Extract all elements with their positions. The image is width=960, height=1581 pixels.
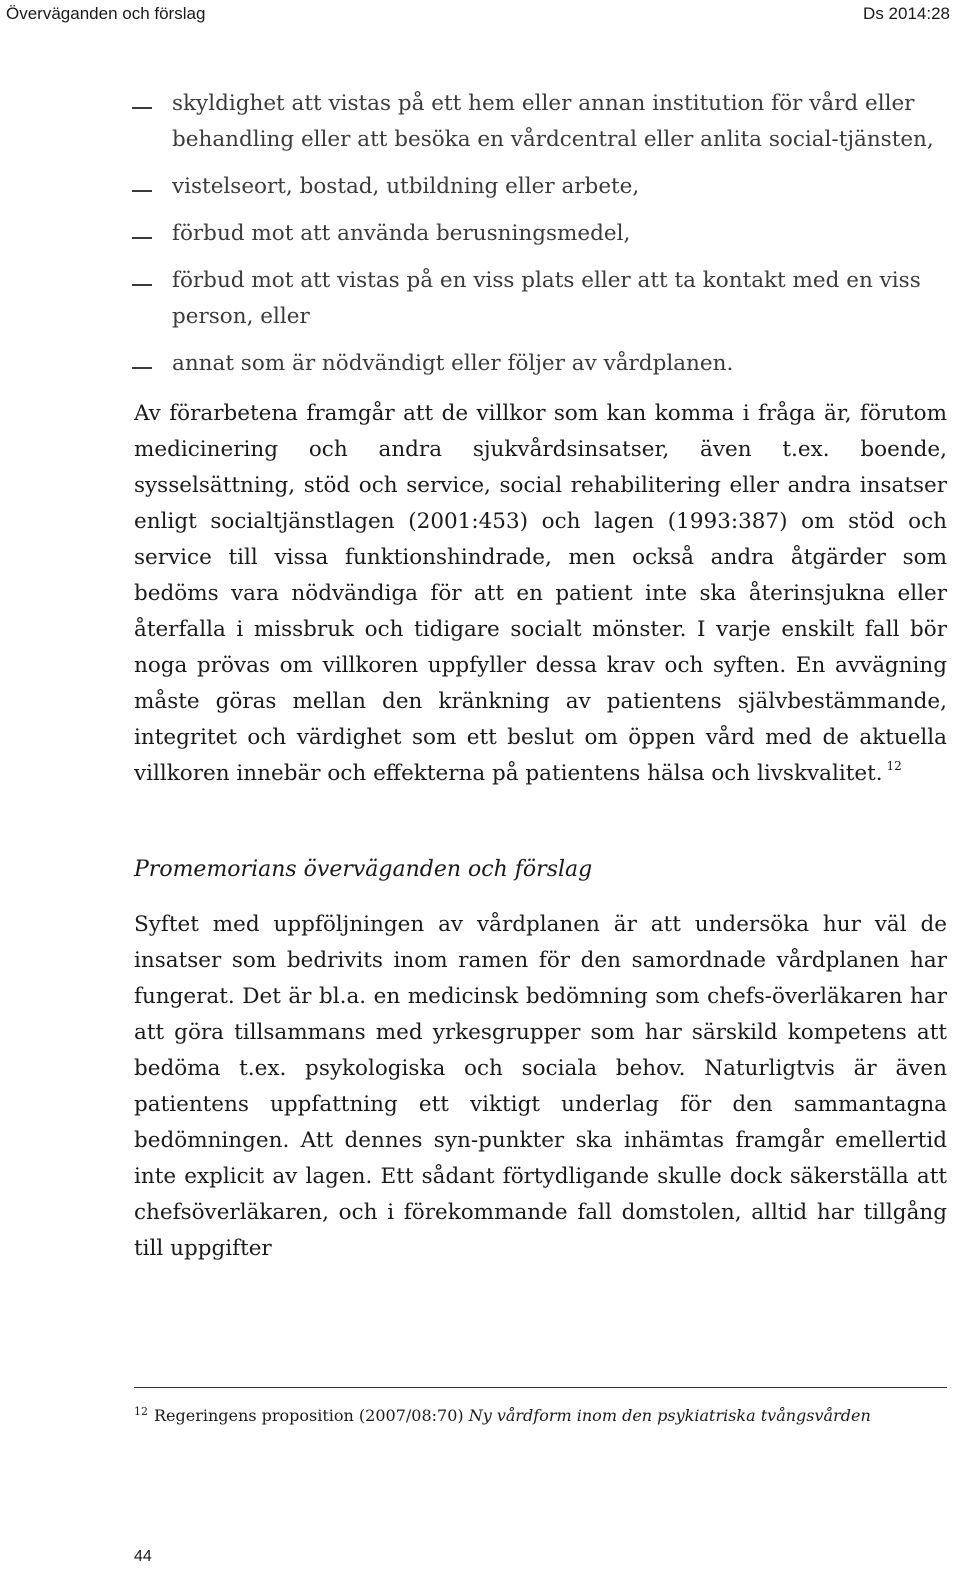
condition-list [134,86,947,382]
dash-bullet [132,107,152,109]
footnote [134,1401,947,1427]
list-item: annat som är nödvändigt eller följer av vårdplanen. [134,346,947,382]
running-header [0,0,960,30]
body-paragraph: Syftet med uppföljningen av vårdplanen är att undersöka hur väl de insatser som bedrivits inom ramen för den samordnade vårdplanen har fungerat. Det är bl.a. en medicinsk bedömning som chefs-överläkaren har att göra tillsammans med yrkesgrupper som har särskild kompetens att bedöma t.ex. psykologiska och sociala behov. Naturligtvis är även patientens uppfattning ett viktigt underlag för den sammantagna bedömningen. Att dennes syn-punkter ska inhämtas framgår emellertid inte explicit av lagen. Ett sådant förtydligande skulle dock säkerställa att chefsöverläkaren, och i förekommande fall domstolen, alltid har tillgång till uppgifter [134,912,947,1261]
dash-bullet [132,367,152,369]
footnote-reference[interactable]: 12 [886,759,902,773]
list-item: skyldighet att vistas på ett hem eller annan institution för vård eller behandling eller att besöka en vårdcentral eller anlita social-tjänsten, [134,86,947,158]
section-heading: Promemorians överväganden och förslag [134,857,593,882]
dash-bullet [132,190,152,192]
header-document-id: Ds 2014:28 [863,4,950,23]
footnote-divider [134,1387,947,1388]
dash-bullet [132,237,152,239]
footnote-text: Regeringens proposition (2007/08:70) [154,1406,464,1425]
list-item: vistelseort, bostad, utbildning eller arbete, [134,169,947,205]
page-number: 44 [134,1548,152,1565]
list-item: förbud mot att använda berusningsmedel, [134,216,947,252]
footnote-title: Ny vårdform inom den psykiatriska tvångsvården [468,1406,871,1425]
footnote-number: 12 [134,1405,148,1418]
page-body [134,86,947,1267]
header-section-title: Överväganden och förslag [6,4,206,23]
dash-bullet [132,284,152,286]
list-item: förbud mot att vistas på en viss plats eller att ta kontakt med en viss person, eller [134,263,947,335]
body-paragraph: Av förarbetena framgår att de villkor som kan komma i fråga är, förutom medicinering och andra sjukvårdsinsatser, även t.ex. boende, sysselsättning, stöd och service, social rehabilitering eller andra insatser enligt socialtjänstlagen (2001:453) och lagen (1993:387) om stöd och service till vissa funktionshindrade, men också andra åtgärder som bedöms vara nödvändiga för att en patient inte ska återinsjukna eller återfalla i missbruk och tidigare socialt mönster. I varje enskilt fall bör noga prövas om villkoren uppfyller dessa krav och syften. En avvägning måste göras mellan den kränkning av patientens självbestämmande, integritet och värdighet som ett beslut om öppen vård med de aktuella villkoren innebär och effekterna på patientens hälsa och livskvalitet. $^{12}$ [134,401,947,786]
